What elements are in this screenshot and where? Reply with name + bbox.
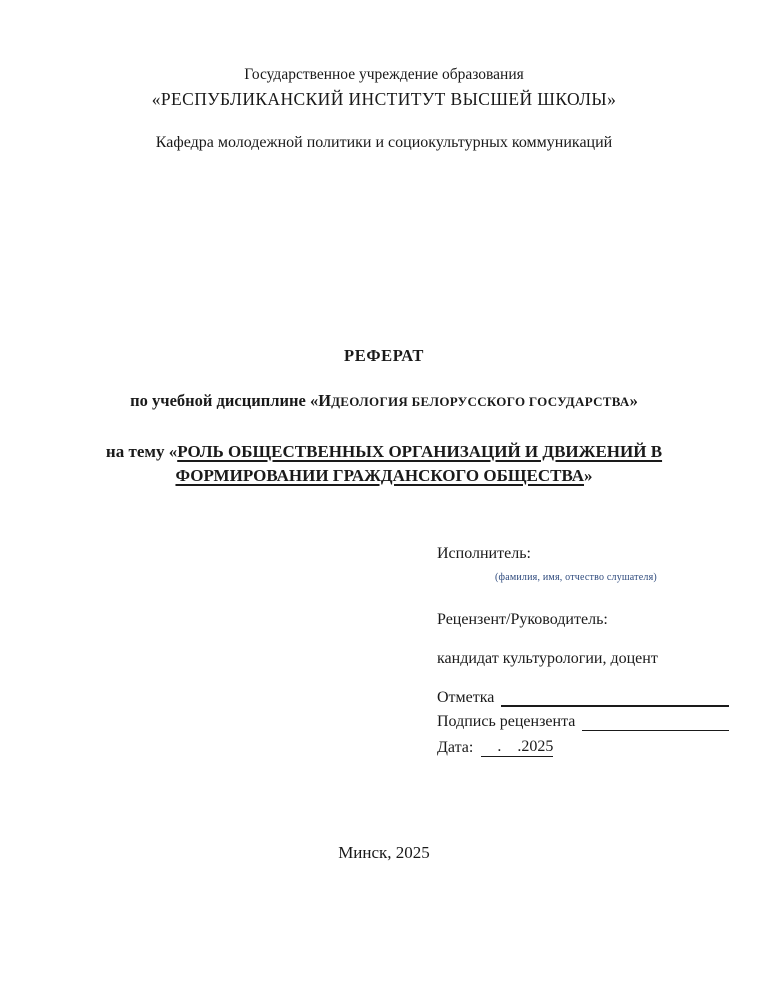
discipline-prefix: по учебной дисциплине «: [130, 391, 319, 410]
executor-hint: (фамилия, имя, отчество слушателя): [495, 572, 657, 583]
discipline-line: [0, 391, 768, 411]
topic-prefix: на тему «: [105, 442, 178, 461]
reviewer-label: Рецензент/Руководитель:: [437, 611, 608, 628]
topic-block: [0, 440, 768, 488]
city-year: Минск, 2025: [338, 843, 430, 862]
topic-title-line2: ФОРМИРОВАНИИ ГРАЖДАНСКОГО ОБЩЕСТВА: [175, 466, 585, 485]
topic-line2: [0, 464, 768, 488]
topic-title-line1: РОЛЬ ОБЩЕСТВЕННЫХ ОРГАНИЗАЦИЙ И ДВИЖЕНИЙ В: [177, 442, 663, 461]
date-label: Дата:: [437, 739, 474, 756]
executor-label: Исполнитель:: [437, 545, 531, 562]
date-row: [437, 737, 729, 757]
mark-blank-line: [501, 688, 729, 707]
mark-label: Отметка: [437, 689, 495, 706]
signature-blank-line: [582, 713, 729, 731]
discipline-name: ДЕОЛОГИЯ БЕЛОРУССКОГО ГОСУДАРСТВА: [331, 394, 630, 409]
discipline-lead-letter: И: [318, 391, 332, 410]
date-blank-value: . .2025: [481, 738, 554, 755]
institution-name-line2: «РЕСПУБЛИКАНСКИЙ ИНСТИТУТ ВЫСШЕЙ ШКОЛЫ»: [151, 89, 617, 109]
signature-label: Подпись рецензента: [437, 713, 576, 730]
institution-name-line1: Государственное учреждение образования: [244, 66, 524, 83]
department-name: Кафедра молодежной политики и социокультурных коммуникаций: [155, 134, 613, 151]
signature-row: [437, 713, 729, 731]
reviewer-degree: кандидат культурологии, доцент: [437, 650, 658, 667]
topic-suffix: »: [584, 466, 593, 485]
discipline-suffix: »: [629, 391, 638, 410]
document-type-heading: РЕФЕРАТ: [344, 346, 424, 365]
mark-row: [437, 688, 729, 707]
topic-line1: [0, 440, 768, 464]
